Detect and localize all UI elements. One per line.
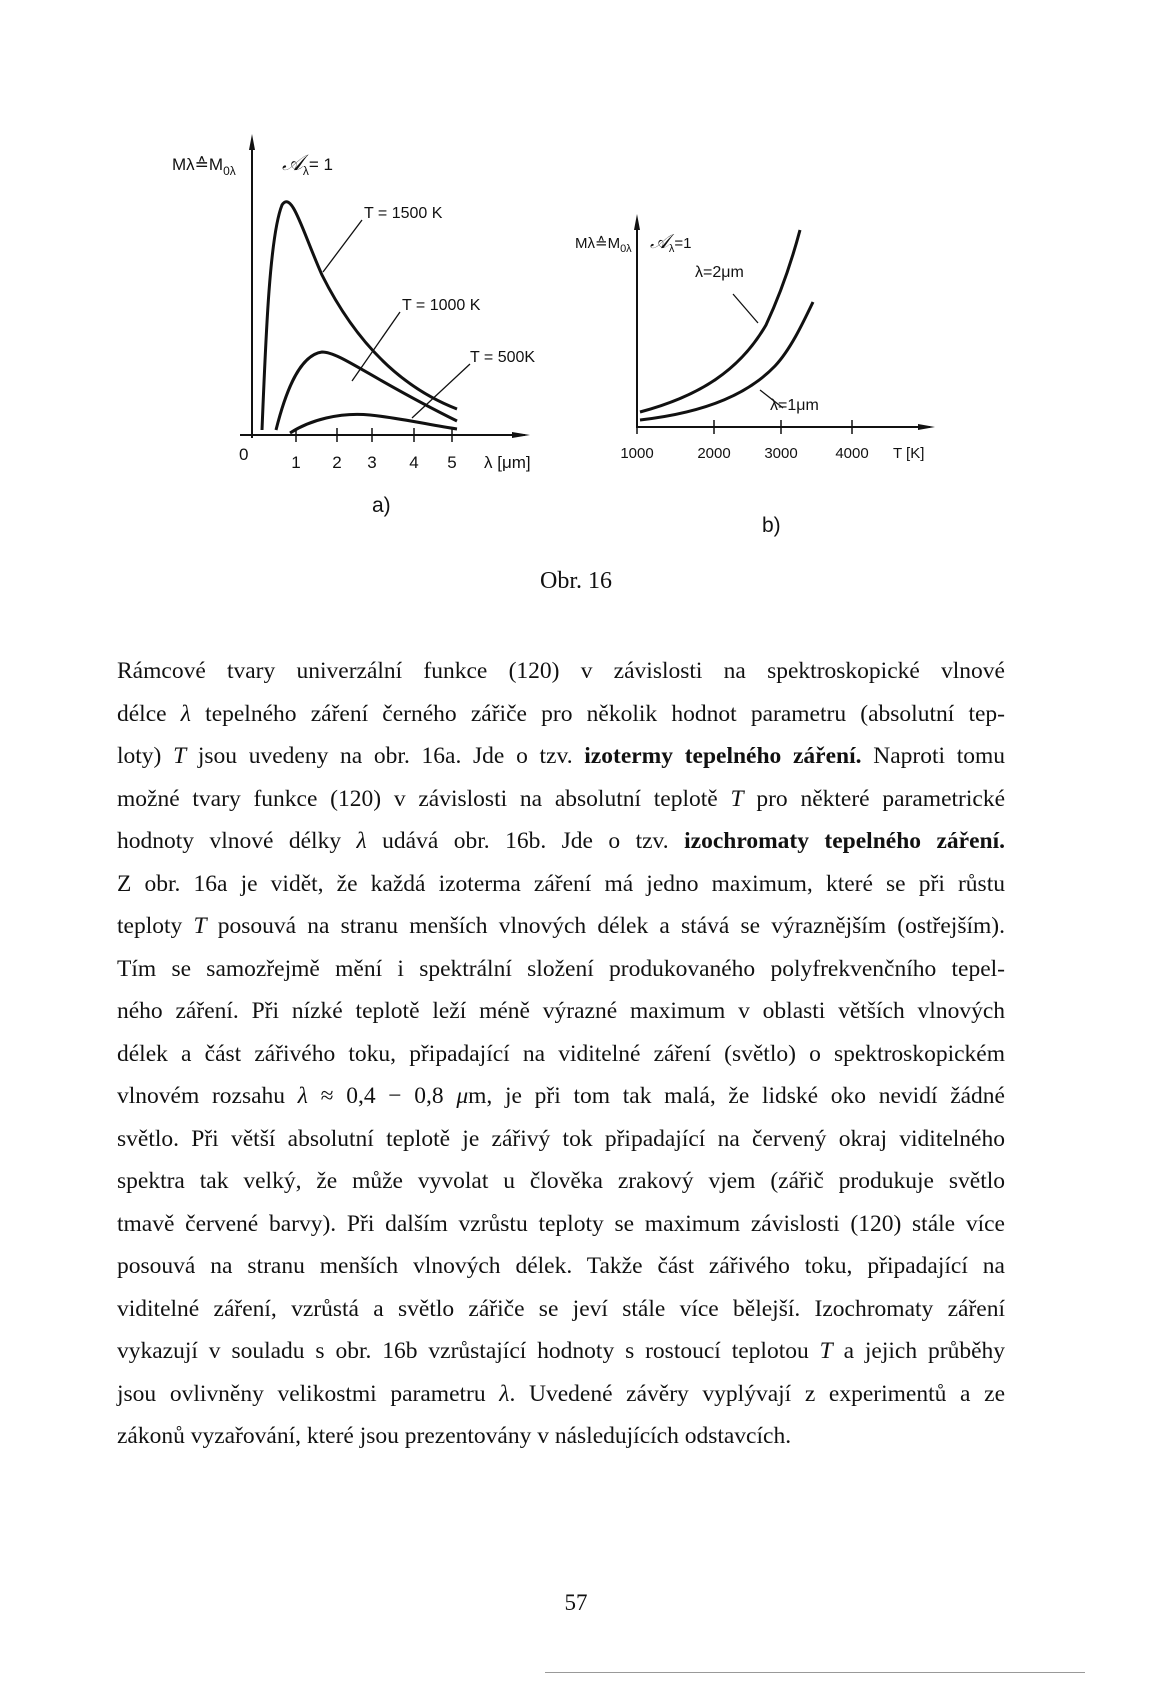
panel-a-x-tick-label: 4 xyxy=(409,453,419,472)
italic-symbol: λ xyxy=(356,828,367,854)
text-line: světlo. Při větší absolutní teplotě je zářivý tok připadající na červený okraj viditelného xyxy=(117,1125,1005,1152)
panel-b-absorptance: 𝒜$_\lambda$=1 xyxy=(650,231,692,255)
panel-a-x-tick-label: 2 xyxy=(332,453,342,472)
panel-b-y-label: $M\lambda≙M_{0\lambda}$ xyxy=(575,235,632,255)
text-line: Z obr. 16a je vidět, že každá izoterma záření má jedno maximum, které se při růstu xyxy=(117,870,1005,897)
panel-b-x-arrow xyxy=(918,424,935,430)
text-line: hodnoty vlnové délky λ udává obr. 16b. Jde o tzv. izochromaty tepelného záření. xyxy=(117,828,1005,854)
label-lambda-2um: λ=2μm xyxy=(695,264,744,281)
curve-1500k xyxy=(262,202,457,430)
bold-term: izochromaty tepelného záření. xyxy=(684,828,1005,854)
curve-lambda-2um xyxy=(640,230,800,412)
panel-b-x-tick-label: 3000 xyxy=(764,445,798,462)
panel-a-x-tick-label: 5 xyxy=(447,453,457,472)
text-line: vlnovém rozsahu λ ≈ 0,4 − 0,8 μm, je při tom tak malá, že lidské oko nevidí žádné xyxy=(117,1083,1005,1109)
label-lambda-1um: λ=1μm xyxy=(770,397,819,414)
panel-b-x-tick-label: 2000 xyxy=(697,445,731,462)
figure-caption: Obr. 16 xyxy=(540,568,612,594)
panel-a-x-label: λ [μm] xyxy=(484,453,531,472)
panel-a-labels xyxy=(172,150,535,517)
italic-symbol: μ xyxy=(456,1083,469,1109)
body-paragraph xyxy=(117,650,1005,1458)
text-line: Rámcové tvary univerzální funkce (120) v závislosti na spektroskopické vlnové xyxy=(117,658,1005,684)
panel-a-x-tick-label: 1 xyxy=(291,453,301,472)
panel-a-x-arrow xyxy=(512,432,530,438)
panel-a-y-arrow xyxy=(249,134,255,150)
panel-a-y-label: $M\lambda≙M_{0\lambda}$ xyxy=(172,155,236,178)
bottom-rule xyxy=(545,1672,1085,1673)
text-line: jsou ovlivněny velikostmi parametru λ. Uvedené závěry vyplývají z experimentů a ze xyxy=(117,1380,1005,1407)
panel-b-x-tick-label: 1000 xyxy=(620,445,654,462)
label-1000k: T = 1000 K xyxy=(402,297,481,314)
leader-lambda-2um xyxy=(733,294,758,323)
text-line: vykazují v souladu s obr. 16b vzrůstající hodnoty s rostoucí teplotou T a jejich průběhy xyxy=(117,1338,1005,1364)
text-line: tmavě červené barvy). Při dalším vzrůstu teploty se maximum závislosti (120) stále více xyxy=(117,1210,1005,1237)
panel-b-x-tick-label: 4000 xyxy=(835,445,869,462)
panel-b-y-arrow xyxy=(634,214,640,230)
italic-symbol: T xyxy=(819,1338,833,1364)
panel-a-x-tick-label: 3 xyxy=(367,453,377,472)
text-line: teploty T posouvá na stranu menších vlnových délek a stává se výraznějším (ostřejším). xyxy=(117,913,1005,939)
italic-symbol: λ xyxy=(297,1083,308,1109)
panel-a-x-origin: 0 xyxy=(239,445,249,464)
text-line: délek a část zářivého toku, připadající na viditelné záření (světlo) o spektroskopickém xyxy=(117,1040,1005,1067)
text-line: viditelné záření, vzrůstá a světlo zářiče se jeví stále více bělejší. Izochromaty záření xyxy=(117,1295,1005,1322)
label-1500k: T = 1500 K xyxy=(364,205,443,222)
panel-b-x-label: T [K] xyxy=(893,445,925,462)
text-line: Tím se samozřejmě mění i spektrální složení produkovaného polyfrekvenčního tepel- xyxy=(117,955,1005,982)
bold-term: izotermy tepelného záření. xyxy=(584,743,862,769)
leader-1500k xyxy=(323,220,362,272)
text-line: možné tvary funkce (120) v závislosti na absolutní teplotě T pro některé parametrické xyxy=(117,785,1005,812)
page-number: 57 xyxy=(564,1590,588,1615)
curve-500k xyxy=(290,414,457,433)
figure-16 xyxy=(0,0,1152,560)
panel-b-labels xyxy=(575,231,924,537)
italic-symbol: T xyxy=(173,743,187,769)
italic-symbol: λ xyxy=(180,700,191,727)
text-line: spektra tak velký, že může vyvolat u člověka zrakový vjem (zářič produkuje světlo xyxy=(117,1168,1005,1194)
italic-symbol: T xyxy=(193,913,207,939)
italic-symbol: λ xyxy=(499,1380,510,1407)
text-line: loty) T jsou uvedeny na obr. 16a. Jde o tzv. izotermy tepelného záření. Naproti tomu xyxy=(117,743,1006,769)
text-line: délce λ tepelného záření černého zářiče pro několik hodnot parametru (absolutní tep- xyxy=(117,700,1005,727)
label-500k: T = 500K xyxy=(470,349,536,366)
italic-symbol: T xyxy=(730,785,744,812)
text-line: posouvá na stranu menších vlnových délek. Takže část zářivého toku, připadající na xyxy=(117,1253,1005,1279)
text-line: zákonů vyzařování, které jsou prezentovány v následujících odstavcích. xyxy=(117,1423,792,1449)
panel-a xyxy=(240,134,530,442)
text-line: ného záření. Při nízké teplotě leží méně výrazné maximum v oblasti větších vlnových xyxy=(117,998,1005,1024)
panel-a-absorptance: 𝒜$_\lambda$= 1 xyxy=(282,150,333,178)
curve-1000k xyxy=(276,352,457,430)
panel-a-caption: a) xyxy=(372,494,391,517)
panel-b-caption: b) xyxy=(762,514,781,537)
